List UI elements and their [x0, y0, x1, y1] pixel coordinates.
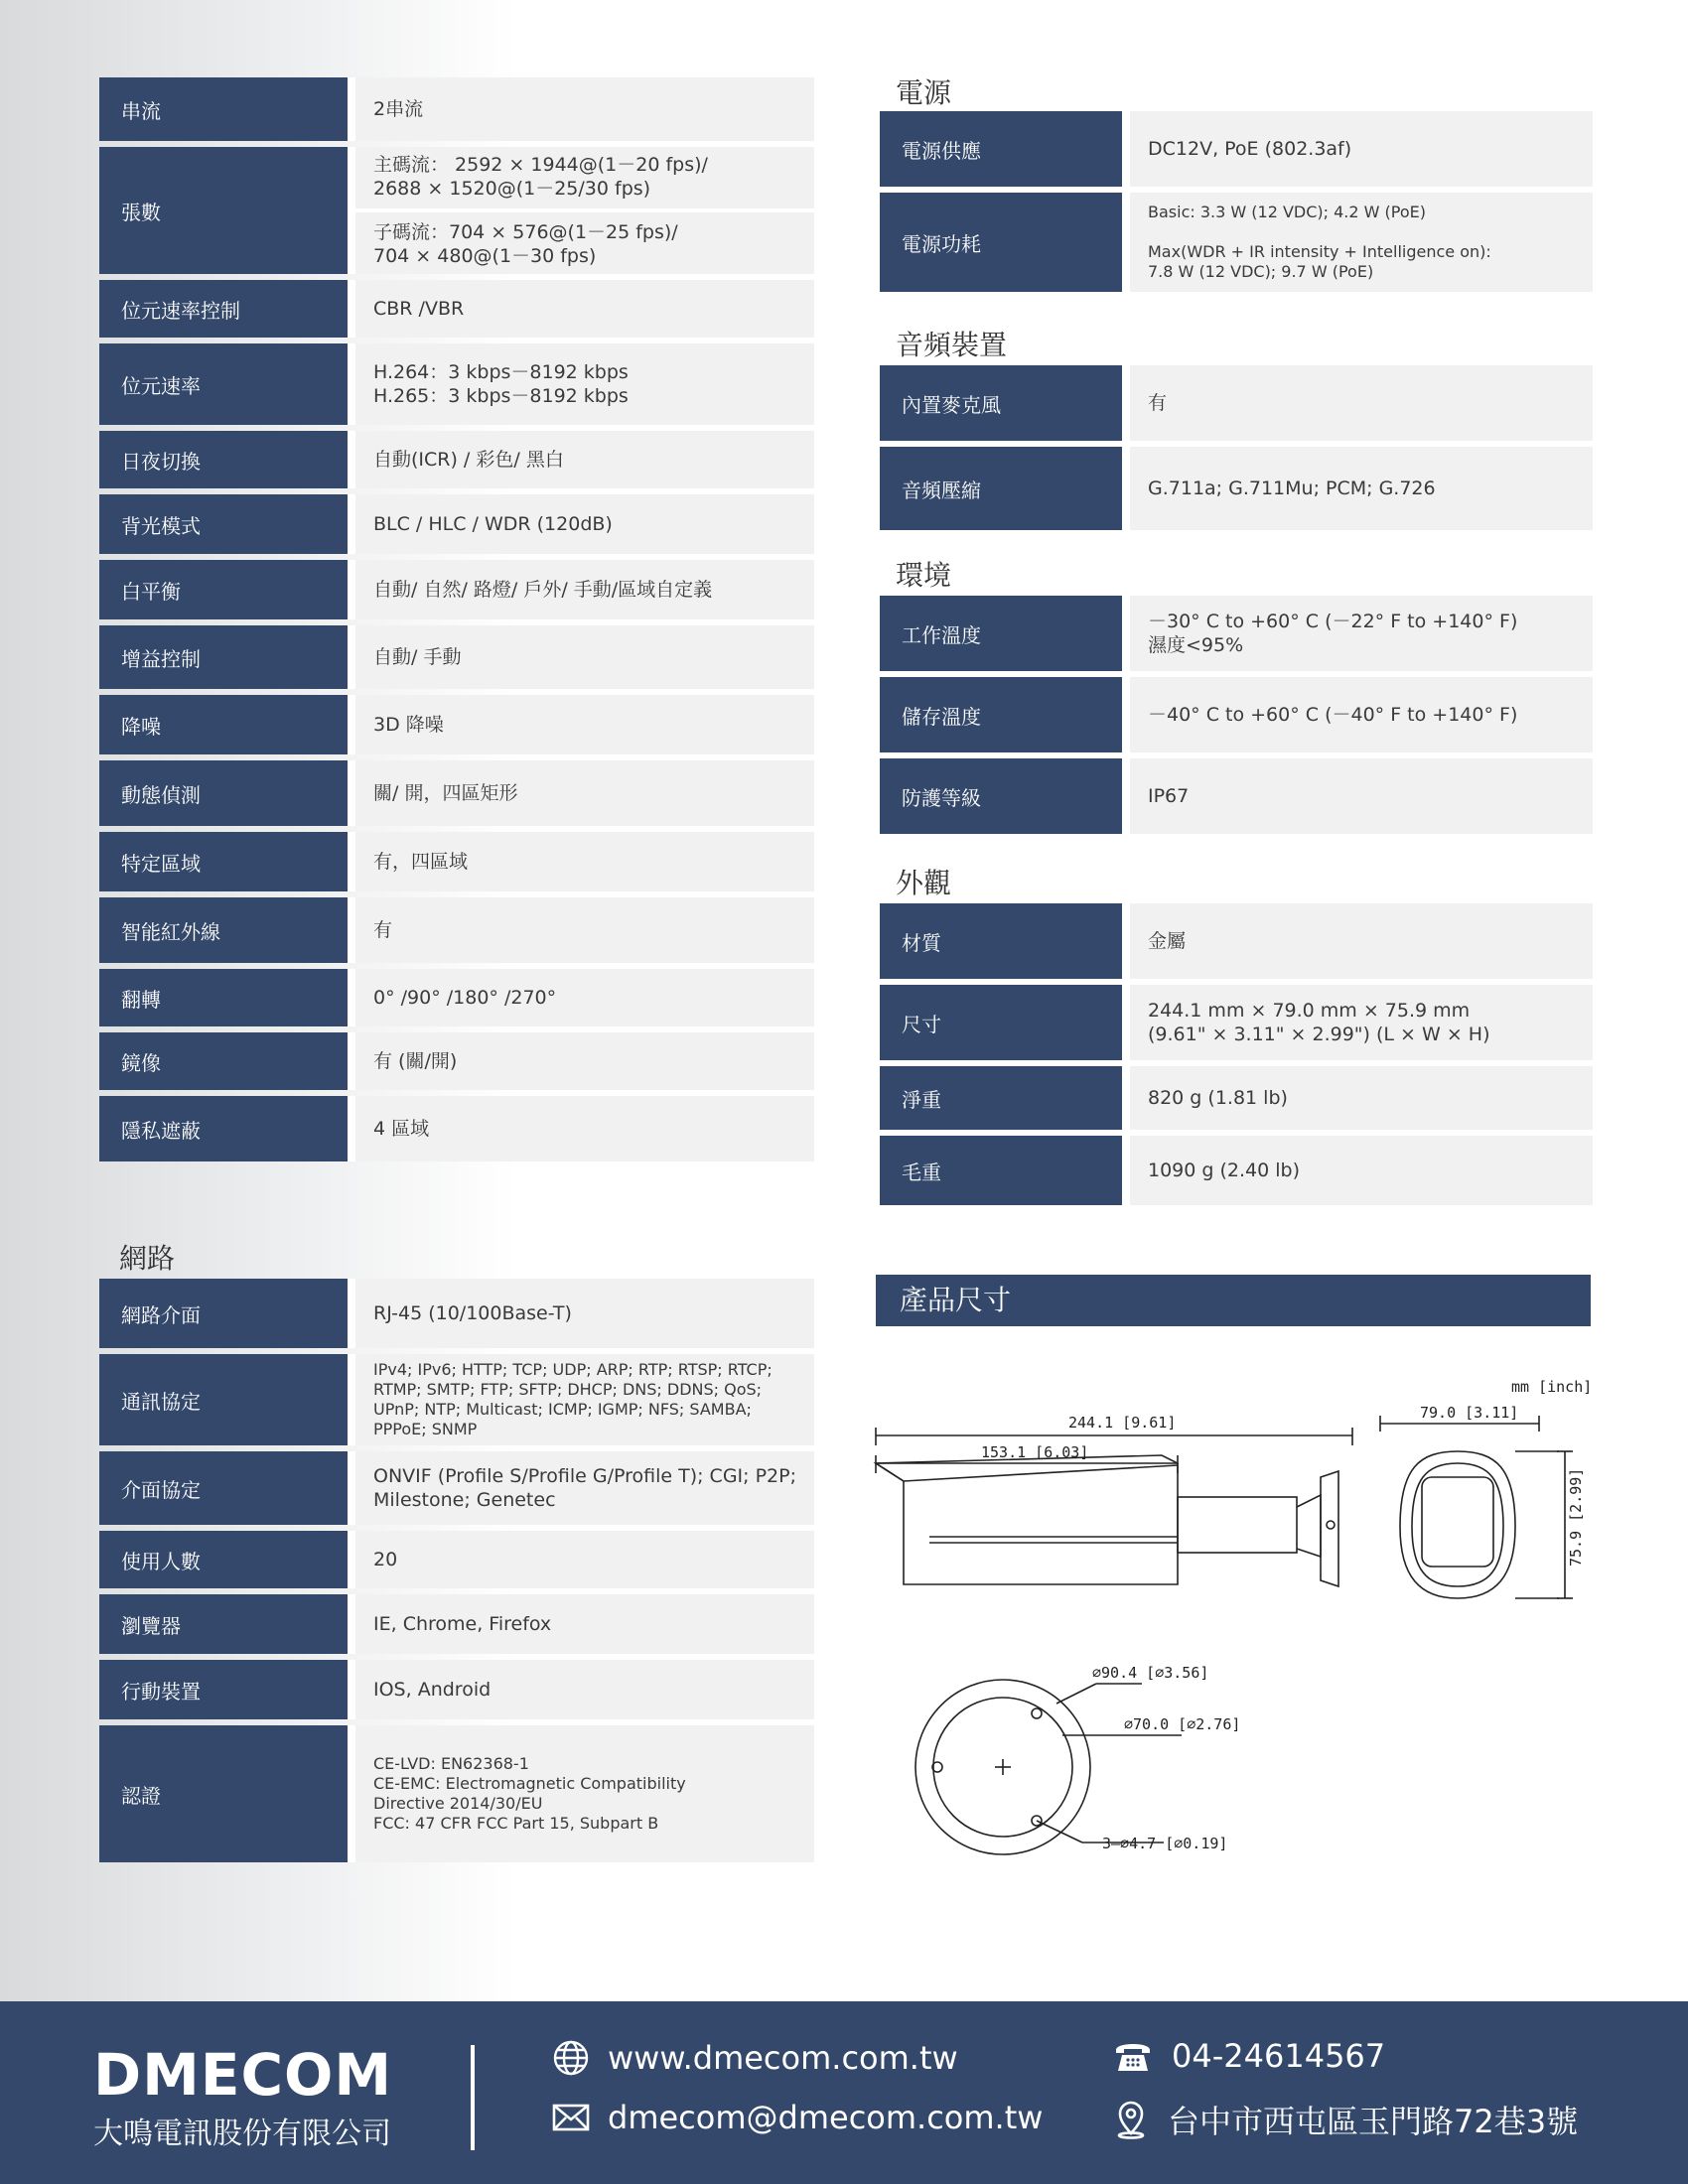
spec-row [880, 193, 1593, 292]
spec-row [880, 758, 1593, 834]
spec-row [99, 1096, 814, 1161]
spec-label: 翻轉 [99, 969, 355, 1026]
spec-value: RJ-45 (10/100Base-T) [355, 1279, 814, 1348]
spec-table-audio [880, 359, 1593, 536]
spec-row [880, 985, 1593, 1060]
spec-label: 電源供應 [880, 111, 1130, 187]
section-title-network: 網路 [119, 1242, 176, 1275]
section-title-environment: 環境 [896, 559, 952, 592]
spec-label: 降噪 [99, 695, 355, 754]
spec-label: 音頻壓縮 [880, 447, 1130, 530]
spec-value: 2串流 [355, 77, 814, 141]
spec-label: 背光模式 [99, 494, 355, 554]
spec-row [99, 1032, 814, 1090]
spec-label: 尺寸 [880, 985, 1130, 1060]
spec-row [99, 280, 814, 338]
spec-label: 日夜切換 [99, 431, 355, 488]
phone-text: 04-24614567 [1172, 2037, 1386, 2075]
spec-value: 有，四區域 [355, 832, 814, 891]
spec-label: 隱私遮蔽 [99, 1096, 355, 1161]
spec-label: 網路介面 [99, 1279, 355, 1348]
website-link[interactable] [552, 2039, 958, 2077]
spec-value: 20 [355, 1531, 814, 1588]
spec-label: 認證 [99, 1725, 355, 1862]
spec-value: H.264：3 kbps－8192 kbps H.265：3 kbps－8192 kbps [355, 343, 814, 425]
spec-row [99, 1725, 814, 1862]
email-link[interactable] [552, 2099, 1043, 2136]
spec-value: 有 [355, 897, 814, 963]
spec-row [99, 760, 814, 826]
spec-value: 820 g (1.81 lb) [1130, 1066, 1593, 1130]
spec-label: 使用人數 [99, 1531, 355, 1588]
spec-label: 位元速率 [99, 343, 355, 425]
spec-table-network [99, 1273, 814, 1868]
spec-table-appearance [880, 897, 1593, 1211]
spec-label: 淨重 [880, 1066, 1130, 1130]
spec-label: 毛重 [880, 1136, 1130, 1205]
phone-link[interactable] [1112, 2037, 1385, 2075]
spec-row [99, 1660, 814, 1719]
spec-label: 防護等級 [880, 758, 1130, 834]
spec-row [880, 903, 1593, 979]
spec-value: IOS, Android [355, 1660, 814, 1719]
phone-icon [1112, 2038, 1154, 2074]
spec-row [99, 494, 814, 554]
spec-row [880, 365, 1593, 441]
address-text: 台中市西屯區玉門路72巷3號 [1168, 2103, 1579, 2140]
spec-label: 儲存溫度 [880, 677, 1130, 752]
spec-value-main: 主碼流： 2592 × 1944@(1－20 fps)/ 2688 × 1520@(1－25/30 fps) [373, 154, 708, 200]
address-text-item [1112, 2097, 1578, 2142]
spec-row [99, 1279, 814, 1348]
dim-holes: 3–⌀4.7 [⌀0.19] [1102, 1835, 1228, 1852]
spec-row [99, 147, 814, 274]
spec-table-main [99, 71, 814, 1167]
spec-row [99, 343, 814, 425]
dim-width: 79.0 [3.11] [1420, 1404, 1519, 1422]
spec-row [880, 111, 1593, 187]
spec-value-sub: 子碼流：704 × 576@(1－25 fps)/ 704 × 480@(1－30 fps) [355, 208, 814, 268]
spec-row [99, 969, 814, 1026]
spec-label: 通訊協定 [99, 1354, 355, 1445]
spec-value: 244.1 mm × 79.0 mm × 75.9 mm (9.61" × 3.11" × 2.99") (L × W × H) [1130, 985, 1593, 1060]
dimension-drawing [864, 1368, 1599, 1884]
spec-value: 0° /90° /180° /270° [355, 969, 814, 1026]
spec-label: 張數 [99, 147, 355, 274]
footer [0, 2001, 1688, 2184]
email-text: dmecom@dmecom.com.tw [608, 2099, 1044, 2136]
spec-row [880, 1066, 1593, 1130]
spec-value: 自動/ 手動 [355, 625, 814, 689]
spec-row [99, 832, 814, 891]
spec-label: 增益控制 [99, 625, 355, 689]
brand-logo: DMECOM [93, 2041, 393, 2109]
spec-label: 內置麥克風 [880, 365, 1130, 441]
spec-row [99, 695, 814, 754]
spec-label: 智能紅外線 [99, 897, 355, 963]
spec-row [99, 1354, 814, 1445]
spec-label: 位元速率控制 [99, 280, 355, 338]
dim-length-body: 153.1 [6.03] [981, 1443, 1089, 1461]
spec-label: 特定區域 [99, 832, 355, 891]
spec-label: 介面協定 [99, 1451, 355, 1525]
spec-value: G.711a; G.711Mu; PCM; G.726 [1130, 447, 1593, 530]
globe-icon [552, 2039, 590, 2077]
spec-row [99, 1531, 814, 1588]
spec-row [99, 560, 814, 619]
section-title-power: 電源 [896, 76, 952, 109]
spec-value: －40° C to +60° C (－40° F to +140° F) [1130, 677, 1593, 752]
spec-value: IP67 [1130, 758, 1593, 834]
spec-value: IPv4; IPv6; HTTP; TCP; UDP; ARP; RTP; RTSP; RTCP; RTMP; SMTP; FTP; SFTP; DHCP; DNS; DDNS; QoS; UPnP; NTP; Multicast; ICMP; IGMP; NFS; SAMBA; PPPoE; SNMP [355, 1354, 814, 1445]
spec-value: 自動(ICR) / 彩色/ 黑白 [355, 431, 814, 488]
spec-label: 材質 [880, 903, 1130, 979]
location-pin-icon [1112, 2100, 1150, 2139]
company-name: 大鳴電訊股份有限公司 [93, 2116, 391, 2151]
footer-divider [471, 2045, 475, 2150]
dim-length-total: 244.1 [9.61] [1068, 1414, 1177, 1432]
spec-value: 有 (關/開) [355, 1032, 814, 1090]
spec-row [880, 596, 1593, 671]
section-title-dimensions: 產品尺寸 [876, 1275, 1591, 1326]
spec-label: 工作溫度 [880, 596, 1130, 671]
spec-row [880, 1136, 1593, 1205]
dim-base-inner: ⌀70.0 [⌀2.76] [1124, 1715, 1241, 1733]
spec-value: 4 區域 [355, 1096, 814, 1161]
spec-value: IE, Chrome, Firefox [355, 1594, 814, 1654]
spec-value: BLC / HLC / WDR (120dB) [355, 494, 814, 554]
spec-value: －30° C to +60° C (－22° F to +140° F) 濕度<95% [1130, 596, 1593, 671]
section-title-audio: 音頻裝置 [896, 329, 1008, 361]
spec-value: 自動/ 自然/ 路燈/ 戶外/ 手動/區域自定義 [355, 560, 814, 619]
spec-value: 關/ 開，四區矩形 [355, 760, 814, 826]
spec-value: DC12V, PoE (802.3af) [1130, 111, 1593, 187]
dim-unit: mm [inch] [1511, 1378, 1593, 1396]
spec-table-environment [880, 590, 1593, 840]
spec-row [99, 1594, 814, 1654]
spec-value: ONVIF (Profile S/Profile G/Profile T); CGI; P2P; Milestone; Genetec [355, 1451, 814, 1525]
spec-value: 1090 g (2.40 lb) [1130, 1136, 1593, 1205]
spec-label: 電源功耗 [880, 193, 1130, 292]
mail-icon [552, 2103, 590, 2132]
spec-row [99, 77, 814, 141]
spec-value: Basic: 3.3 W (12 VDC); 4.2 W (PoE) Max(WDR + IR intensity + Intelligence on): 7.8 W (12 VDC); 9.7 W (PoE) [1130, 193, 1593, 292]
spec-value [355, 147, 814, 274]
spec-row [99, 431, 814, 488]
spec-value: 3D 降噪 [355, 695, 814, 754]
spec-row [99, 1451, 814, 1525]
spec-value: CBR /VBR [355, 280, 814, 338]
spec-label: 鏡像 [99, 1032, 355, 1090]
spec-value: 有 [1130, 365, 1593, 441]
dim-base-outer: ⌀90.4 [⌀3.56] [1092, 1664, 1209, 1682]
spec-row [99, 897, 814, 963]
spec-label: 白平衡 [99, 560, 355, 619]
spec-label: 瀏覽器 [99, 1594, 355, 1654]
spec-row [880, 677, 1593, 752]
spec-row [99, 625, 814, 689]
dim-height: 75.9 [2.99] [1567, 1467, 1585, 1567]
spec-label: 行動裝置 [99, 1660, 355, 1719]
spec-row [880, 447, 1593, 530]
spec-table-power [880, 105, 1593, 298]
spec-value: 金屬 [1130, 903, 1593, 979]
spec-label: 動態偵測 [99, 760, 355, 826]
website-text: www.dmecom.com.tw [608, 2039, 958, 2077]
spec-label: 串流 [99, 77, 355, 141]
spec-value: CE-LVD: EN62368-1 CE-EMC: Electromagnetic Compatibility Directive 2014/30/EU FCC: 47 CFR FCC Part 15, Subpart B [355, 1725, 814, 1862]
section-title-appearance: 外觀 [896, 867, 952, 899]
